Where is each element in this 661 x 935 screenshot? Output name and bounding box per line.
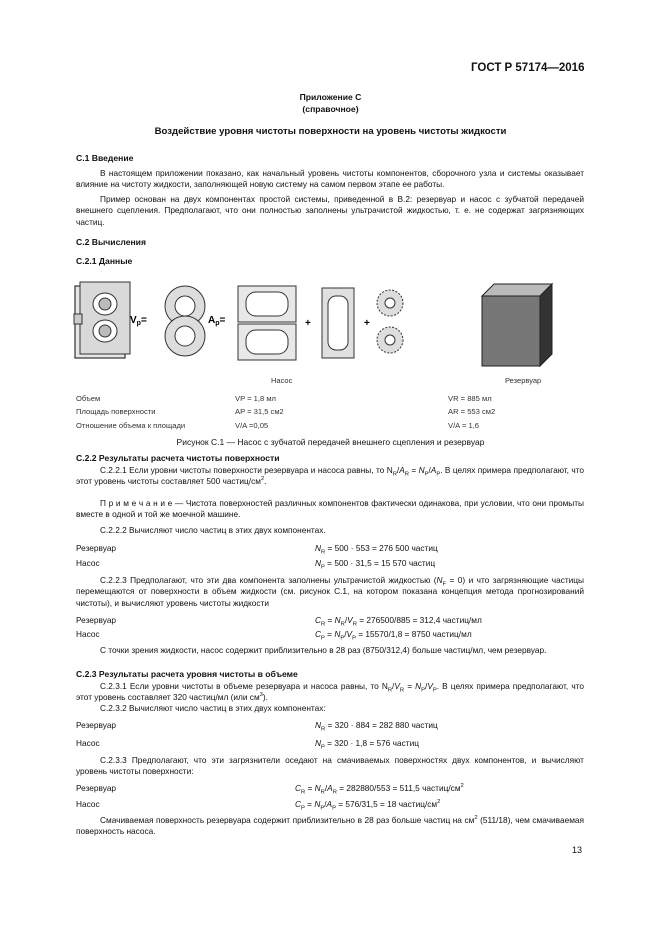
c233-pump-calc: $C_P = N_P/A_P = 576/31,5 = 18$ частиц/$см^2$ — [295, 799, 441, 812]
fig-row-area-res: AR = 553 см2 — [448, 407, 496, 416]
fig-row-volume-label: Объем — [76, 394, 101, 403]
intro-paragraph-1: В настоящем приложении показано, как начальный уровень чистоты компонентов, сборочного узла и системы оказывает влияние на чистоту жидкости, заполняющей новую систему на самом первом этапе ее работы. — [76, 168, 584, 190]
c233-res-label: Резервуар — [76, 783, 117, 793]
svg-text:Ap=: $A_p=$ — [208, 315, 226, 327]
gears-drawing — [377, 290, 403, 353]
c223-pump-label: Насос — [76, 629, 100, 639]
c232-res-label: Резервуар — [76, 720, 117, 730]
pump-figure-label: Насос — [271, 376, 293, 385]
document-title: Воздействие уровня чистоты поверхности на уровень чистоты жидкости — [154, 126, 507, 137]
c222-pump-calc: $N_P = 500 \cdot 31,5 = 15$ 570 частиц — [315, 558, 436, 571]
c223-pump-calc: $C_P = N_P/V_P = 15570/1,8 = 8750$ частиц/мл — [315, 629, 472, 642]
vp-symbol: V — [130, 315, 137, 326]
c222-paragraph: С.2.2.2 Вычисляют число частиц в этих двух компонентах. — [100, 525, 326, 535]
svg-text:Vp=: $V_p=$ — [130, 315, 147, 327]
c232-pump-calc: $N_P = 320 \cdot 1,8 = 576$ частиц — [315, 738, 419, 751]
pump-housing-drawing — [74, 282, 130, 358]
page-number: 13 — [572, 845, 583, 855]
c223-res-label: Резервуар — [76, 615, 117, 625]
c223-paragraph: С.2.2.3 Предполагают, что эти два компонента заполнены ультрачистой жидкостью $(N_F = 0)$ и что загрязняющие частицы перемещаются от поверхности в объем жидкости (см. рисунок С.1, на котором показана концепция метода прогнозирований чистоты), и вычисляют уровень чистоты жидкости — [76, 575, 584, 608]
c222-pump-label: Насос — [76, 558, 100, 568]
pump-plates-drawing — [238, 286, 296, 360]
reservoir-figure-label: Резервуар — [505, 376, 542, 385]
fig-row-ratio-label: Отношение объема к площади — [76, 421, 186, 430]
section-c21-heading: С.2.1 Данные — [76, 256, 133, 266]
section-c23-heading: С.2.3 Результаты расчета уровня чистоты в объеме — [76, 669, 298, 679]
annex-subtitle: (справочное) — [302, 104, 359, 114]
section-c22-heading: С.2.2 Результаты расчета чистоты поверхности — [76, 453, 280, 463]
plus-sign-2: + — [364, 318, 370, 329]
ap-symbol: A — [208, 315, 216, 326]
fig-row-area-pump: AP = 31,5 см2 — [235, 407, 284, 416]
pump-body-drawing — [322, 288, 354, 358]
pump-cavity-drawing — [165, 286, 205, 356]
c222-res-calc: $N_R = 500 \cdot 553 = 276$ 500 частиц — [315, 543, 438, 556]
section-c2-heading: С.2 Вычисления — [76, 237, 146, 247]
c233-res-calc: $C_R = N_R/A_R = 282880/553 = 511,5$ частиц/$см^2$ — [295, 783, 464, 796]
fig-row-ratio-res: V/A = 1,6 — [448, 421, 480, 430]
fig-row-ratio-pump: V/A =0,05 — [235, 421, 269, 430]
c23-conclusion: Смачиваемая поверхность резервуара содержит приблизительно в 28 раз больше частиц на $см^2$ (511/18), чем смачиваемая поверхность насоса. — [76, 815, 585, 837]
figure-c1 — [70, 278, 570, 388]
c232-res-calc: $N_R = 320 \cdot 884 = 282$ 880 частиц — [315, 720, 438, 733]
fig-row-volume-res: VR = 885 мл — [448, 394, 492, 403]
standard-number: ГОСТ Р 57174—2016 — [471, 62, 585, 74]
fig-row-area-label: Площадь поверхности — [76, 407, 156, 416]
c222-res-label: Резервуар — [76, 543, 117, 553]
c233-pump-label: Насос — [76, 799, 100, 809]
c22-conclusion: С точки зрения жидкости, насос содержит приблизительно в 28 раз (8750/312,4) больше частиц/мл, чем резервуар. — [100, 645, 547, 655]
c231-paragraph: С.2.3.1 Если уровни чистоты в объеме резервуара и насоса равны, то $N_R/V_R = N_P/V_P$. В целях примера предполагают, что этот уровень составляет 320 частиц/мл (или $см^3$). — [76, 681, 584, 703]
fig-row-volume-pump: VP = 1,8 мл — [235, 394, 276, 403]
intro-paragraph-2: Пример основан на двух компонентах простой системы, приведенной в В.2: резервуар и насос с зубчатой передачей внешнего сцепления. Предполагают, что они полностью заполнены ультрачистой жидкостью, т. е. не содержат загрязняющих частиц. — [76, 194, 584, 227]
section-c1-heading: С.1 Введение — [76, 153, 134, 163]
plus-sign-1: + — [305, 318, 311, 329]
c22-note: П р и м е ч а н и е — Чистота поверхностей различных компонентов фактически одинакова, при условии, что они промыты вместе в одной и той же моечной машине. — [76, 498, 585, 520]
figure-caption: Рисунок С.1 — Насос с зубчатой передачей внешнего сцепления и резервуар — [176, 437, 485, 447]
reservoir-cube-drawing — [482, 284, 552, 366]
c233-paragraph: С.2.3.3 Предполагают, что эти загрязнители оседают на смачиваемых поверхностях двух компонентов, и вычисляют уровень чистоты поверхности: — [76, 755, 584, 777]
annex-title: Приложение С — [299, 92, 362, 102]
c232-paragraph: С.2.3.2 Вычисляют число частиц в этих двух компонентах: — [100, 703, 326, 713]
c232-pump-label: Насос — [76, 738, 100, 748]
c221-paragraph: С.2.2.1 Если уровни чистоты поверхности резервуара и насоса равны, то $N_R/A_R = N_P/A_P$. В целях примера предполагают, что этот уровень чистоты составляет 500 частиц/$см^2$. — [76, 465, 584, 487]
c223-res-calc: $C_R = N_R/V_R = 276500/885 = 312,4$ частиц/мл — [315, 615, 482, 628]
